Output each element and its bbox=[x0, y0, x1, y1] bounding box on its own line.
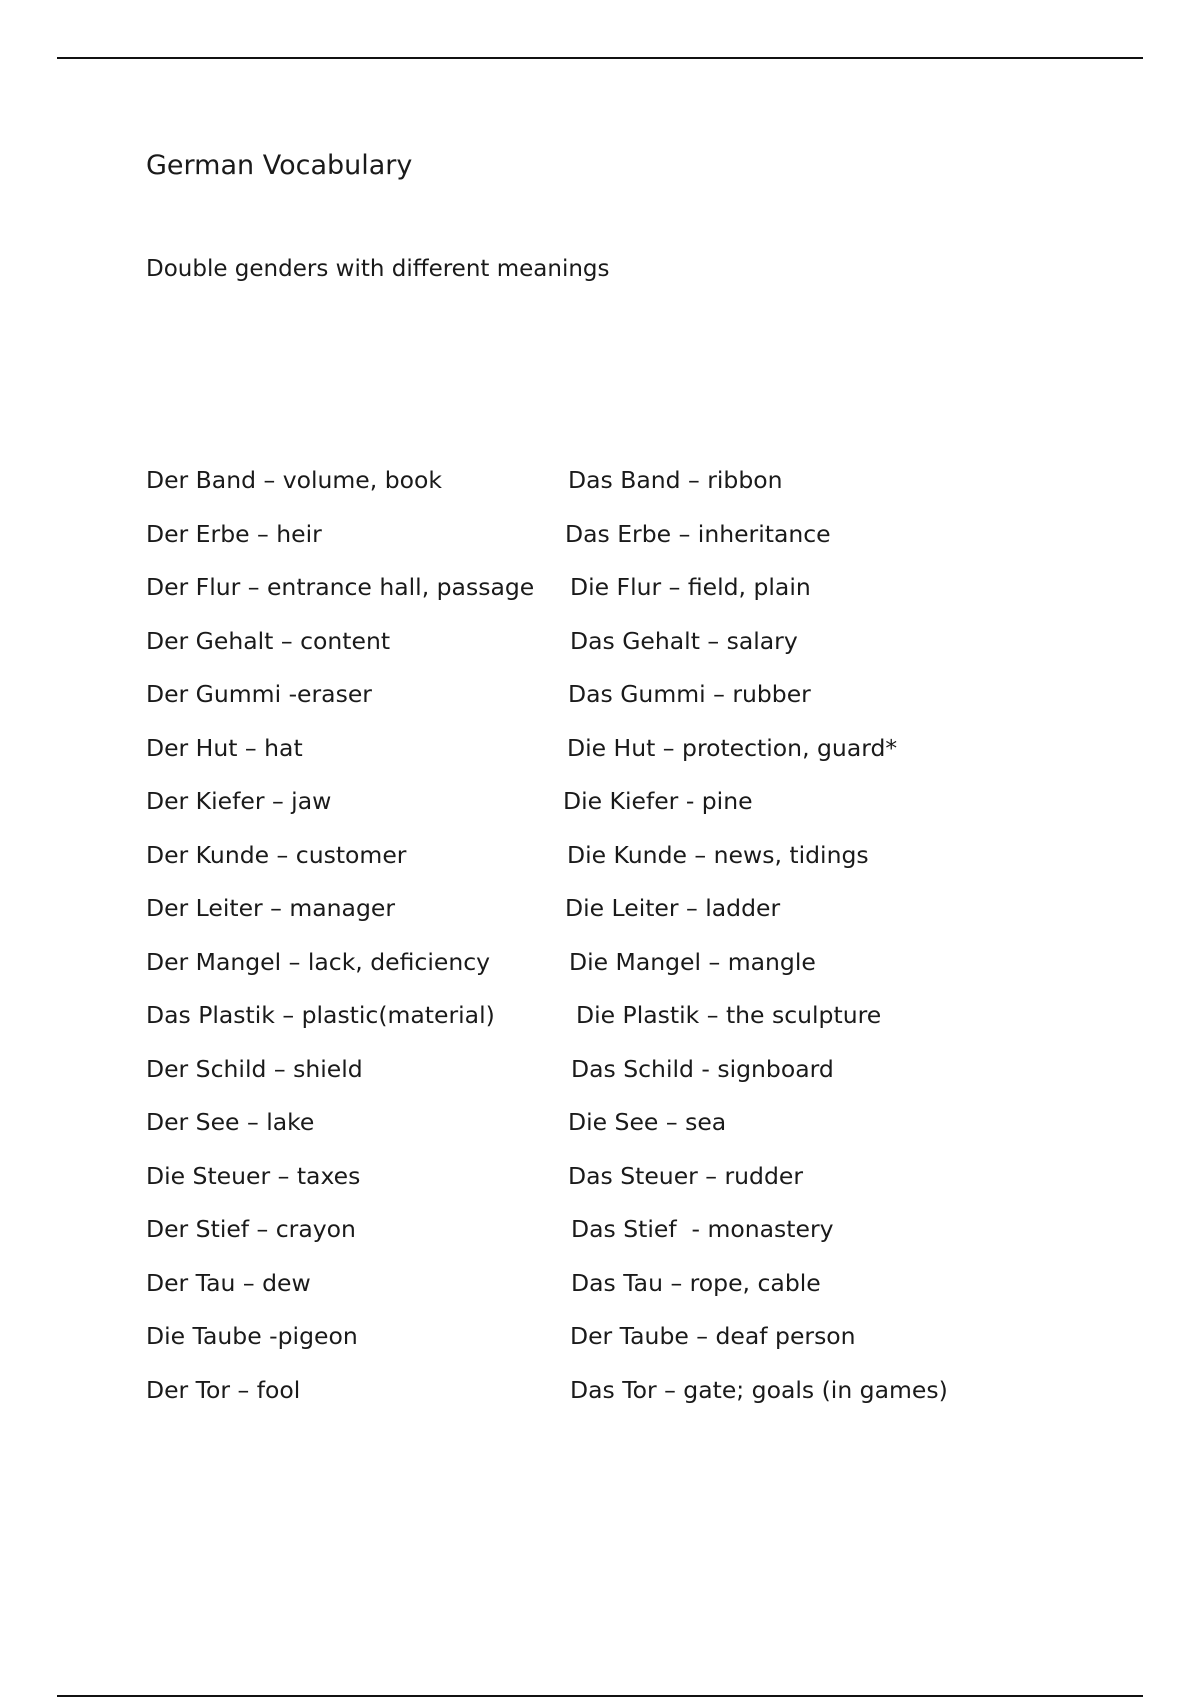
vocab-term-masculine-or-first: Das Plastik – plastic(material) bbox=[146, 1001, 495, 1029]
vocab-row bbox=[146, 946, 1146, 1000]
vocab-term-alternate-gender: Die Kunde – news, tidings bbox=[567, 840, 869, 869]
vocabulary-list bbox=[146, 464, 1146, 1427]
vocab-term-alternate-gender: Die Hut – protection, guard* bbox=[567, 733, 898, 762]
vocab-row bbox=[146, 464, 1146, 518]
vocab-row bbox=[146, 1267, 1146, 1321]
vocab-term-alternate-gender: Das Schild - signboard bbox=[571, 1054, 834, 1083]
footer-rule bbox=[57, 1695, 1143, 1697]
vocab-row bbox=[146, 625, 1146, 679]
vocab-term-masculine-or-first: Der Gummi -eraser bbox=[146, 680, 372, 708]
page-title: German Vocabulary bbox=[146, 150, 413, 181]
vocab-term-masculine-or-first: Der Tor – fool bbox=[146, 1375, 301, 1404]
vocab-term-masculine-or-first: Der Kiefer – jaw bbox=[146, 787, 332, 815]
header-rule bbox=[57, 57, 1143, 59]
page-subtitle: Double genders with different meanings bbox=[146, 256, 610, 282]
vocab-term-masculine-or-first: Der Gehalt – content bbox=[146, 626, 391, 655]
vocab-row bbox=[146, 839, 1146, 893]
vocab-term-alternate-gender: Die Kiefer - pine bbox=[563, 787, 753, 815]
vocab-term-masculine-or-first: Die Steuer – taxes bbox=[146, 1161, 361, 1190]
vocab-term-masculine-or-first: Der Flur – entrance hall, passage bbox=[146, 573, 535, 601]
vocab-term-alternate-gender: Die Flur – field, plain bbox=[570, 573, 811, 601]
vocab-term-masculine-or-first: Der Band – volume, book bbox=[146, 466, 442, 494]
vocab-term-masculine-or-first: Der Schild – shield bbox=[146, 1054, 363, 1083]
vocab-row bbox=[146, 518, 1146, 572]
vocab-term-alternate-gender: Die Mangel – mangle bbox=[569, 947, 816, 976]
vocab-term-alternate-gender: Das Gummi – rubber bbox=[568, 680, 811, 708]
vocab-term-masculine-or-first: Der Mangel – lack, deficiency bbox=[146, 947, 491, 976]
vocab-term-masculine-or-first: Der See – lake bbox=[146, 1108, 315, 1136]
vocab-term-alternate-gender: Das Gehalt – salary bbox=[570, 626, 798, 655]
vocab-row bbox=[146, 892, 1146, 946]
vocab-term-masculine-or-first: Die Taube -pigeon bbox=[146, 1322, 358, 1350]
vocab-term-masculine-or-first: Der Erbe – heir bbox=[146, 519, 322, 548]
vocab-term-alternate-gender: Die Plastik – the sculpture bbox=[576, 1001, 882, 1029]
vocab-term-alternate-gender: Die Leiter – ladder bbox=[565, 894, 781, 922]
vocab-row bbox=[146, 999, 1146, 1053]
vocab-row bbox=[146, 1106, 1146, 1160]
vocab-term-alternate-gender: Das Tau – rope, cable bbox=[571, 1268, 821, 1297]
vocab-term-masculine-or-first: Der Hut – hat bbox=[146, 733, 303, 762]
vocab-term-masculine-or-first: Der Kunde – customer bbox=[146, 840, 407, 869]
vocab-row bbox=[146, 785, 1146, 839]
vocab-term-alternate-gender: Das Steuer – rudder bbox=[568, 1161, 804, 1190]
vocab-term-alternate-gender: Das Stief - monastery bbox=[571, 1215, 834, 1243]
vocab-row bbox=[146, 1213, 1146, 1267]
vocab-term-masculine-or-first: Der Leiter – manager bbox=[146, 894, 395, 922]
vocab-term-masculine-or-first: Der Tau – dew bbox=[146, 1268, 311, 1297]
vocab-row bbox=[146, 1160, 1146, 1214]
vocab-row bbox=[146, 571, 1146, 625]
vocab-term-masculine-or-first: Der Stief – crayon bbox=[146, 1215, 356, 1243]
vocab-row bbox=[146, 1374, 1146, 1428]
vocab-row bbox=[146, 678, 1146, 732]
vocab-row bbox=[146, 1320, 1146, 1374]
vocab-row bbox=[146, 732, 1146, 786]
vocab-row bbox=[146, 1053, 1146, 1107]
vocab-term-alternate-gender: Das Erbe – inheritance bbox=[565, 519, 831, 548]
vocab-term-alternate-gender: Der Taube – deaf person bbox=[570, 1322, 856, 1350]
vocab-term-alternate-gender: Das Band – ribbon bbox=[568, 466, 783, 494]
vocab-term-alternate-gender: Das Tor – gate; goals (in games) bbox=[570, 1375, 948, 1404]
vocab-term-alternate-gender: Die See – sea bbox=[568, 1108, 727, 1136]
